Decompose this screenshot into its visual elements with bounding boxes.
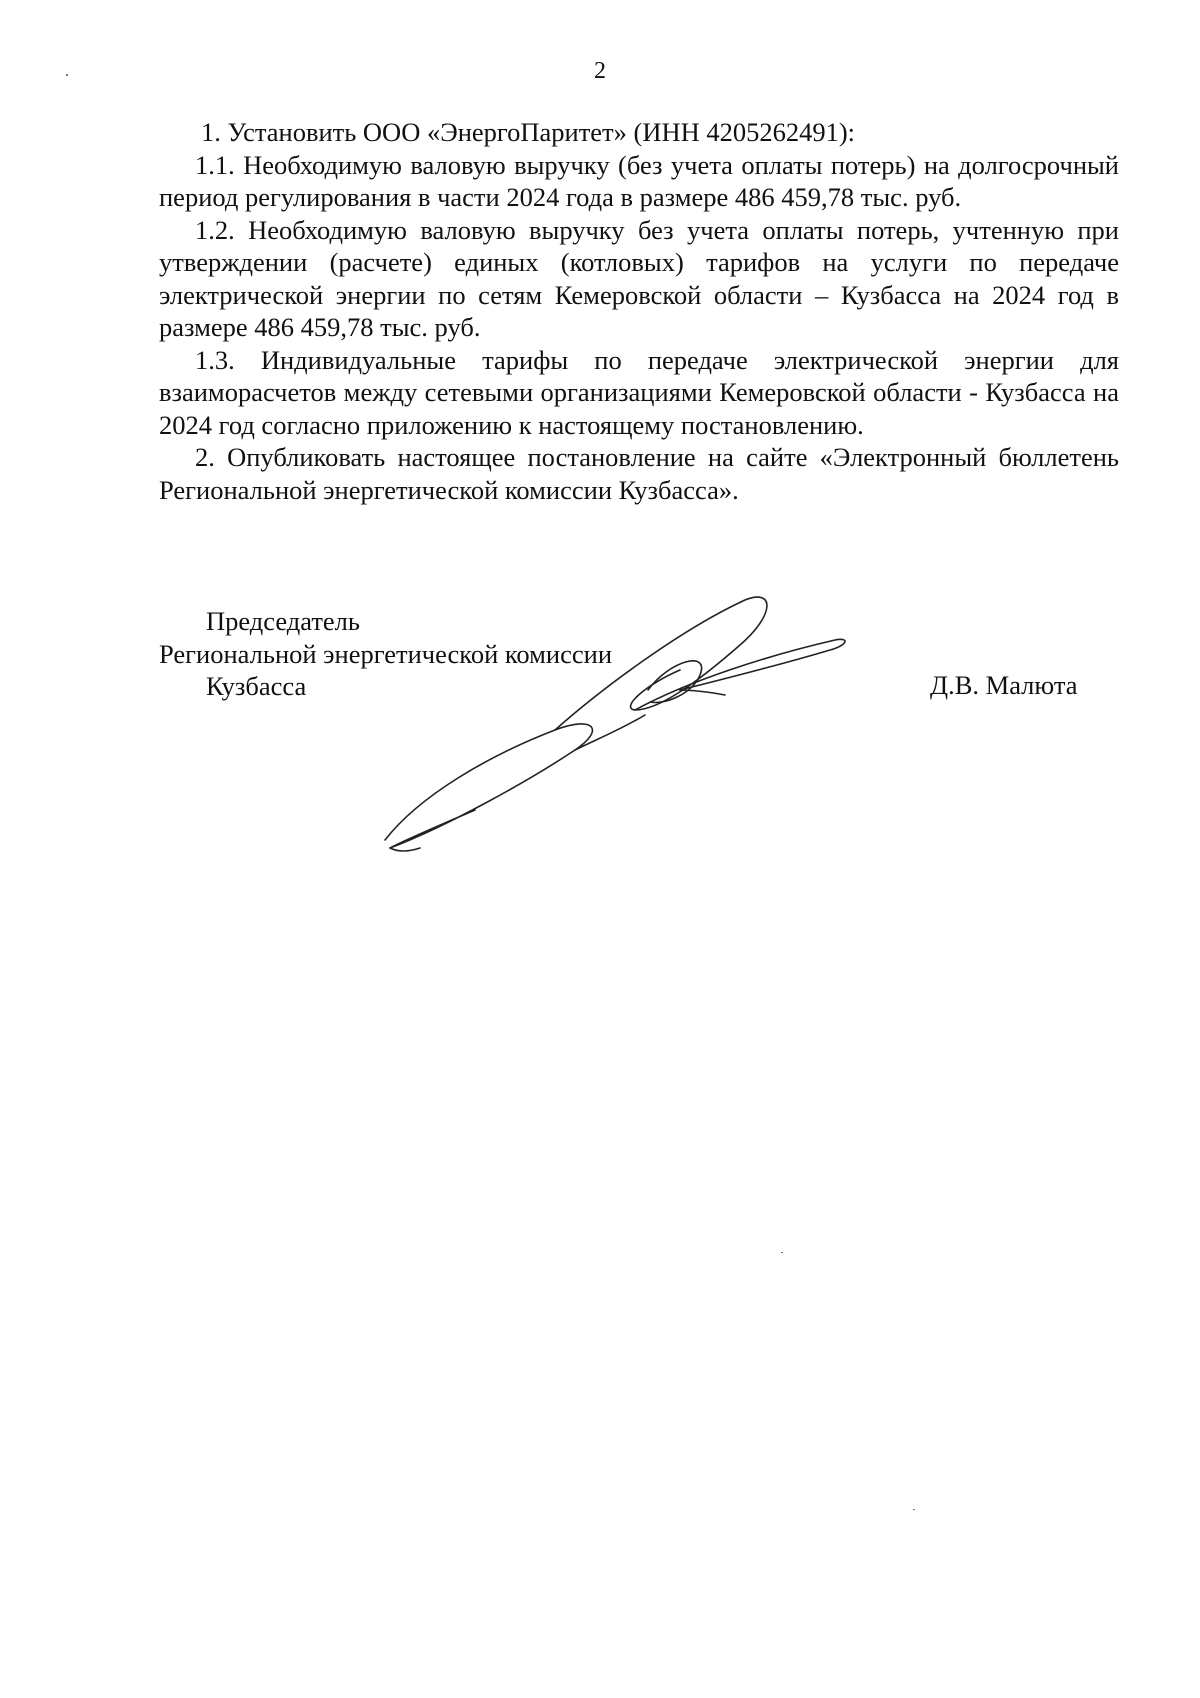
signatory-title-line-3: Кузбасса — [206, 671, 307, 701]
paragraph-2: 2. Опубликовать настоящее постановление на сайте «Электронный бюллетень Региональной энергетической комиссии Кузбасса». — [159, 442, 1119, 505]
paragraph-1-3: 1.3. Индивидуальные тарифы по передаче электрической энергии для взаиморасчетов между сетевыми организациями Кемеровской области - Кузбасса на 2024 год согласно приложению к настоящему постановлению. — [159, 344, 1119, 440]
signatory-title-line-2: Региональной энергетической комиссии — [159, 638, 612, 669]
handwritten-signature — [380, 590, 900, 870]
paragraph-1-2: 1.2. Необходимую валовую выручку без учета оплаты потерь, учтенную при утверждении (расчете) единых (котловых) тарифов на услуги по передаче электрической энергии по сетям Кемеровской области – Кузбасса на 2024 год в размере 486 459,78 тыс. руб. — [159, 214, 1119, 342]
scan-speck — [913, 1509, 915, 1510]
paragraph-1: 1. Установить ООО «ЭнергоПаритет» (ИНН 4205262491): — [201, 117, 856, 147]
signatory-name: Д.В. Малюта — [930, 670, 1078, 700]
signatory-title-line-1: Председатель — [206, 606, 360, 636]
document-body — [159, 116, 1119, 506]
page-number: 2 — [594, 58, 606, 84]
scan-speck — [66, 74, 68, 76]
scan-speck — [781, 1252, 783, 1253]
paragraph-1-1: 1.1. Необходимую валовую выручку (без учета оплаты потерь) на долгосрочный период регулирования в части 2024 года в размере 486 459,78 тыс. руб. — [159, 149, 1119, 212]
